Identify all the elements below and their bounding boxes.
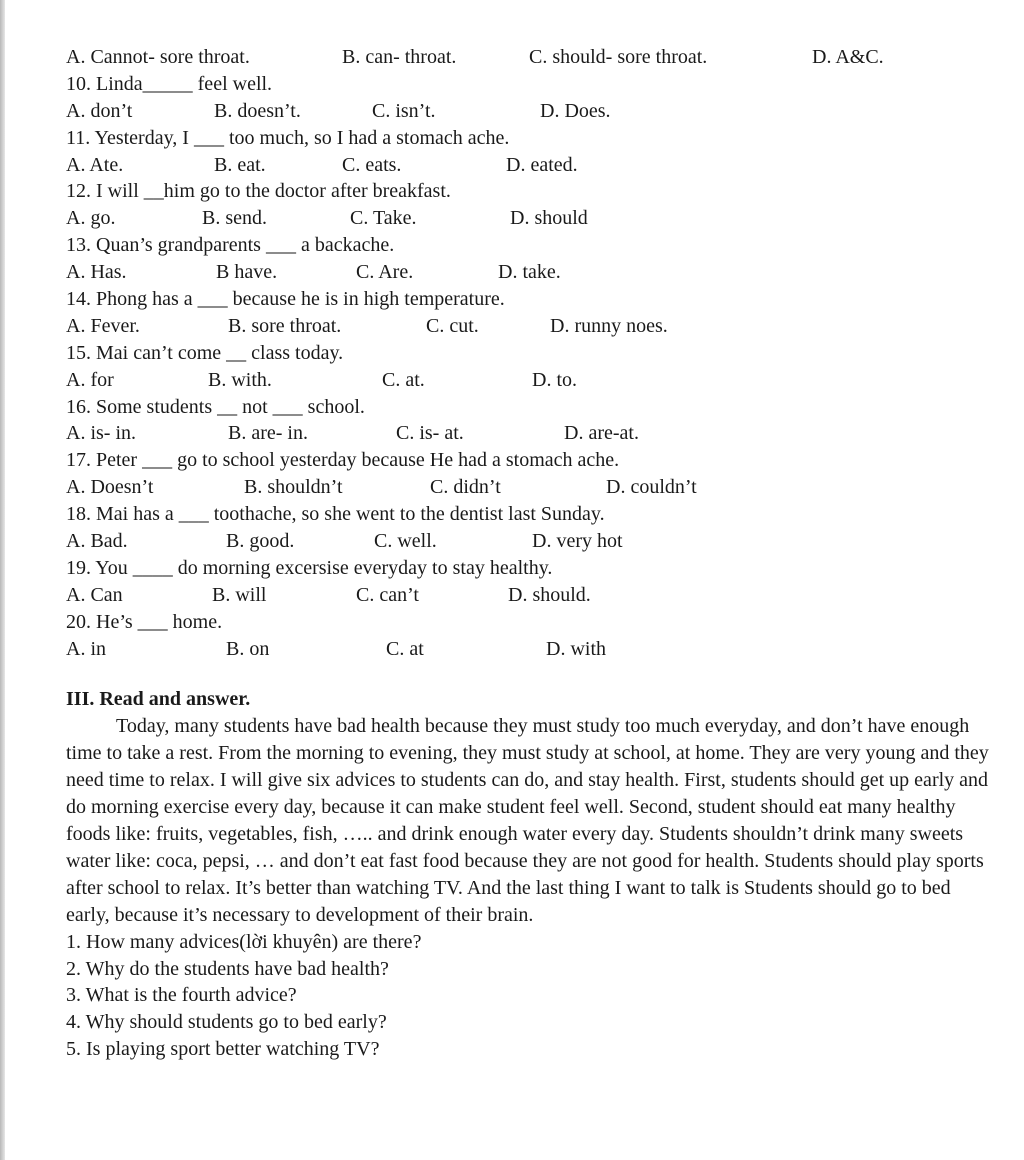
answer-options-row	[66, 420, 996, 447]
answer-option: B. on	[226, 637, 270, 660]
question-line: 16. Some students __ not ___ school.	[66, 395, 365, 418]
answer-option: B. doesn’t.	[214, 99, 301, 122]
question-line: 15. Mai can’t come __ class today.	[66, 341, 344, 364]
question-line: 10. Linda_____ feel well.	[66, 72, 273, 95]
question-line: 18. Mai has a ___ toothache, so she went to the dentist last Sunday.	[66, 503, 605, 526]
question-line: 13. Quan’s grandparents ___ a backache.	[66, 234, 395, 257]
answer-option: D. to.	[532, 368, 577, 391]
answer-option: C. at.	[382, 368, 425, 391]
comprehension-question: 2. Why do the students have bad health?	[66, 957, 389, 980]
answer-option: A. don’t	[66, 99, 133, 122]
answer-option: D. couldn’t	[606, 476, 697, 499]
answer-option: C. Take.	[350, 207, 417, 230]
answer-option: A. go.	[66, 207, 116, 230]
answer-option: B. can- throat.	[342, 46, 457, 68]
answer-option: A. in	[66, 637, 106, 660]
answer-option: C. at	[386, 637, 424, 660]
answer-option: B. are- in.	[228, 422, 308, 445]
answer-options-row	[66, 259, 996, 286]
question-line: 20. He’s ___ home.	[66, 610, 223, 633]
answer-option: B. good.	[226, 530, 295, 553]
answer-option: C. should- sore throat.	[529, 46, 708, 68]
answer-option: B. eat.	[214, 153, 266, 176]
comprehension-question: 3. What is the fourth advice?	[66, 984, 297, 1007]
reading-passage: Today, many students have bad health because they must study too much everyday, and don’t have enough time to take a rest. From the morning to evening, they must study at school, at home. They are very young and they need time to relax. I will give six advices to students can do, and stay health. First, students should get up early and do morning exercise every day, because it can make student feel well. Second, student should eat many healthy foods like: fruits, vegetables, fish, ….. and drink enough water every day. Students shouldn’t drink many sweets water like: coca, pepsi, … and don’t eat fast food because they are not good for health. Students should play sports after school to relax. It’s better than watching TV. And the last thing I want to talk is Students should go to bed early, because it’s necessary to development of their brain.	[66, 715, 989, 926]
answer-option: A. Cannot- sore throat.	[66, 46, 250, 68]
question-line: 14. Phong has a ___ because he is in high temperature.	[66, 288, 505, 311]
answer-option: C. didn’t	[430, 476, 501, 499]
answer-option: B. shouldn’t	[244, 476, 343, 499]
answer-option: D. runny noes.	[550, 314, 668, 337]
answer-option: D. very hot	[532, 530, 623, 553]
answer-option: A. Bad.	[66, 530, 128, 553]
comprehension-question: 4. Why should students go to bed early?	[66, 1011, 387, 1034]
answer-options-row	[66, 152, 996, 179]
answer-option: A. Doesn’t	[66, 476, 154, 499]
question-line: 12. I will __him go to the doctor after breakfast.	[66, 180, 451, 203]
answer-options-row	[66, 367, 996, 394]
answer-option: C. Are.	[356, 261, 414, 284]
answer-option: D. should	[510, 207, 588, 230]
answer-option: C. eats.	[342, 153, 402, 176]
answer-option: C. is- at.	[396, 422, 464, 445]
question-line: 19. You ____ do morning excersise everyday to stay healthy.	[66, 556, 553, 579]
answer-option: C. isn’t.	[372, 99, 436, 122]
answer-options-row	[66, 474, 996, 501]
answer-option: B. will	[212, 583, 267, 606]
question-line: 11. Yesterday, I ___ too much, so I had a stomach ache.	[66, 126, 510, 149]
answer-option: A. Has.	[66, 261, 127, 284]
answer-option: D. are-at.	[564, 422, 639, 445]
comprehension-question: 5. Is playing sport better watching TV?	[66, 1038, 380, 1061]
answer-option: D. with	[546, 637, 606, 660]
answer-option: D. take.	[498, 261, 561, 284]
answer-options-row	[66, 205, 996, 232]
question-list	[66, 929, 996, 1063]
answer-option: D. should.	[508, 583, 591, 606]
answer-option: B have.	[216, 261, 278, 284]
answer-option: A. is- in.	[66, 422, 136, 445]
section-heading: III. Read and answer.	[66, 688, 251, 711]
answer-option: D. Does.	[540, 99, 611, 122]
answer-option: D. A&C.	[812, 46, 884, 68]
answer-options-row	[66, 313, 996, 340]
answer-option: A. for	[66, 368, 114, 391]
answer-options-row	[66, 582, 996, 609]
answer-option: A. Ate.	[66, 153, 124, 176]
answer-options-row	[66, 528, 996, 555]
answer-option: C. well.	[374, 530, 437, 553]
question-line: 17. Peter ___ go to school yesterday because He had a stomach ache.	[66, 449, 620, 472]
answer-options-row	[66, 98, 996, 125]
answer-option: A. Can	[66, 583, 123, 606]
answer-options-row	[66, 636, 996, 663]
answer-option: B. send.	[202, 207, 267, 230]
answer-option: D. eated.	[506, 153, 578, 176]
answer-option: C. can’t	[356, 583, 419, 606]
answer-option: C. cut.	[426, 314, 479, 337]
comprehension-question: 1. How many advices(lời khuyên) are there?	[66, 930, 422, 953]
answer-option: B. with.	[208, 368, 272, 391]
worksheet-page	[66, 44, 996, 1063]
page-left-edge	[0, 0, 5, 1160]
answer-option: A. Fever.	[66, 314, 140, 337]
answer-options-row	[66, 44, 996, 71]
multiple-choice-section	[66, 44, 996, 662]
answer-option: B. sore throat.	[228, 314, 342, 337]
